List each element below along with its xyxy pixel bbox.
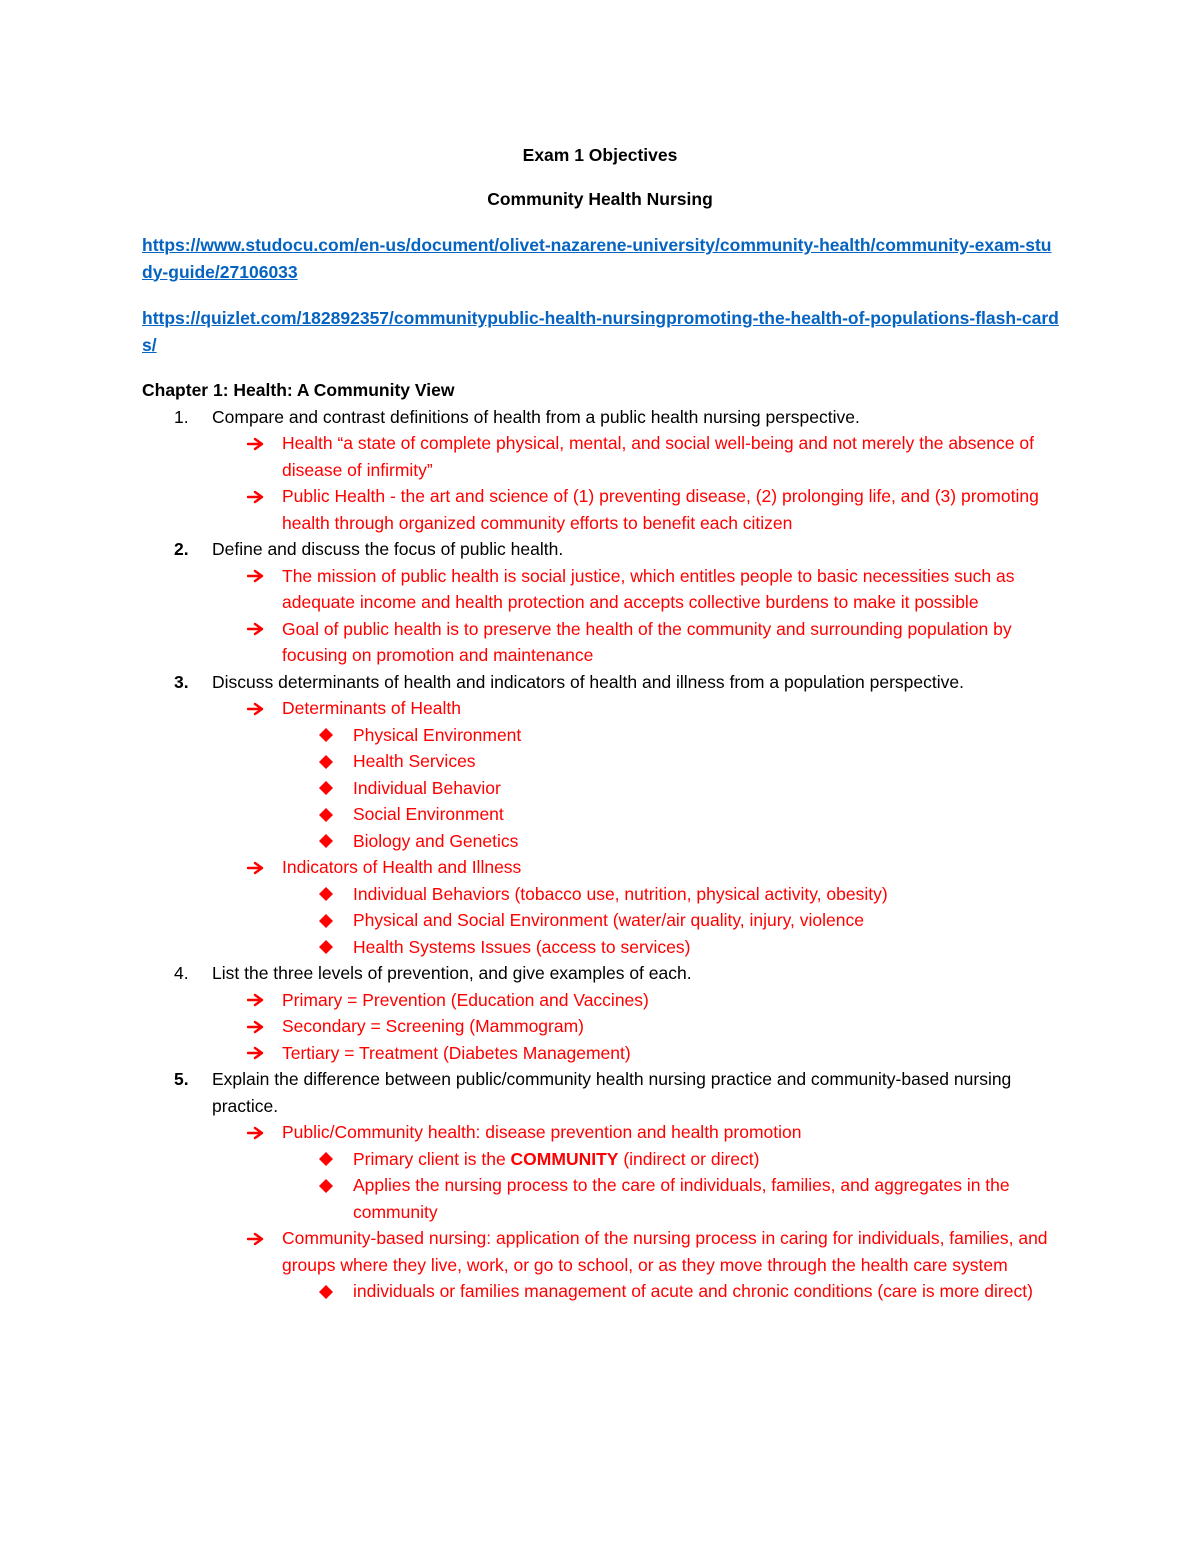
diamond-bullet-icon <box>318 934 334 961</box>
diamond-bullet-icon <box>318 748 334 775</box>
sub-answer-item <box>142 1278 1072 1305</box>
answer-text: Primary = Prevention (Education and Vaccines) <box>282 989 649 1010</box>
sub-answer-text: Health Systems Issues (access to services) <box>353 936 691 957</box>
objective-item <box>142 960 1072 987</box>
arrow-right-icon <box>247 987 265 1014</box>
answer-text: Indicators of Health and Illness <box>282 857 522 877</box>
diamond-bullet-icon <box>318 1172 334 1199</box>
sub-answer-text: Applies the nursing process to the care of individuals, families, and aggregates in the community <box>353 1175 1010 1222</box>
answer-text: Community-based nursing: application of the nursing process in caring for individuals, families, and groups where they live, work, or go to school, or as they move through the health care system <box>282 1228 1048 1275</box>
answer-item <box>142 1013 1072 1040</box>
arrow-right-icon <box>247 1225 265 1252</box>
arrow-right-icon <box>247 483 265 510</box>
objective-text: Define and discuss the focus of public health. <box>212 539 564 559</box>
answer-item <box>142 1225 1072 1278</box>
sub-answer-item <box>142 828 1072 855</box>
sub-answer-item <box>142 907 1072 934</box>
diamond-bullet-icon <box>318 801 334 828</box>
arrow-right-icon <box>247 430 265 457</box>
sub-answer-text: Individual Behaviors (tobacco use, nutrition, physical activity, obesity) <box>353 883 888 904</box>
diamond-bullet-icon <box>318 828 334 855</box>
chapter-heading: Chapter 1: Health: A Community View <box>142 380 455 400</box>
sub-answer-item <box>142 775 1072 802</box>
answer-text: Health “a state of complete physical, mental, and social well-being and not merely the absence of disease of infirmity” <box>282 433 1034 480</box>
objective-number: 1. <box>174 406 189 427</box>
sub-answer-text: individuals or families management of acute and chronic conditions (care is more direct) <box>353 1281 1033 1301</box>
objectives-content <box>142 377 1072 1305</box>
arrow-right-icon <box>247 695 265 722</box>
diamond-bullet-icon <box>318 1146 334 1173</box>
sub-answer-text: Individual Behavior <box>353 777 501 798</box>
sub-answer-item <box>142 881 1072 908</box>
document-subtitle: Community Health Nursing <box>487 189 713 209</box>
sub-answer-text: Physical and Social Environment (water/air quality, injury, violence <box>353 910 864 930</box>
diamond-bullet-icon <box>318 775 334 802</box>
sub-answer-text: Physical Environment <box>353 724 522 745</box>
objectives-list <box>142 404 1072 1305</box>
diamond-bullet-icon <box>318 722 334 749</box>
answer-item <box>142 563 1072 616</box>
objective-text: Compare and contrast definitions of health from a public health nursing perspective. <box>212 406 860 427</box>
answer-item <box>142 1119 1072 1146</box>
answer-item <box>142 695 1072 722</box>
diamond-bullet-icon <box>318 907 334 934</box>
answer-item <box>142 987 1072 1014</box>
objective-number: 2. <box>174 539 189 559</box>
sub-answer-text: (indirect or direct) <box>618 1148 760 1169</box>
arrow-right-icon <box>247 616 265 643</box>
diamond-bullet-icon <box>318 1278 334 1305</box>
answer-item <box>142 483 1072 536</box>
arrow-right-icon <box>247 1013 265 1040</box>
answer-text: Goal of public health is to preserve the health of the community and surrounding population by focusing on promotion and maintenance <box>282 618 1012 665</box>
answer-item <box>142 616 1072 669</box>
arrow-right-icon <box>247 1119 265 1146</box>
studocu-link[interactable]: https://www.studocu.com/en-us/document/olivet-nazarene-university/community-health/community-exam-study-guide/27106033 <box>142 235 1052 282</box>
diamond-bullet-icon <box>318 881 334 908</box>
answer-item <box>142 854 1072 881</box>
objective-number: 3. <box>174 671 189 692</box>
arrow-right-icon <box>247 563 265 590</box>
answer-item <box>142 430 1072 483</box>
answer-text: The mission of public health is social justice, which entitles people to basic necessities such as adequate income and health protection and accepts collective burdens to make it possible <box>282 565 1015 612</box>
answer-text: Tertiary = Treatment (Diabetes Management) <box>282 1042 631 1063</box>
objective-text: Explain the difference between public/community health nursing practice and community-based nursing practice. <box>212 1069 1012 1116</box>
arrow-right-icon <box>247 854 265 881</box>
sub-answer-item <box>142 801 1072 828</box>
sub-answer-item <box>142 722 1072 749</box>
objective-item <box>142 1066 1072 1119</box>
answer-text: Secondary = Screening (Mammogram) <box>282 1016 584 1036</box>
answer-item <box>142 1040 1072 1067</box>
objective-item <box>142 669 1072 696</box>
document-title: Exam 1 Objectives <box>522 145 678 165</box>
objective-text: List the three levels of prevention, and give examples of each. <box>212 963 692 983</box>
objective-item <box>142 404 1072 431</box>
sub-answer-item <box>142 1172 1072 1225</box>
answer-text: Public/Community health: disease prevention and health promotion <box>282 1122 802 1142</box>
sub-answer-text: Social Environment <box>353 804 504 824</box>
arrow-right-icon <box>247 1040 265 1067</box>
sub-answer-text: Primary client is the <box>353 1148 511 1169</box>
answer-text: Public Health - the art and science of (1) preventing disease, (2) prolonging life, and (3) promoting health through organized community efforts to benefit each citizen <box>282 486 1039 533</box>
objective-text: Discuss determinants of health and indicators of health and illness from a population perspective. <box>212 671 964 692</box>
sub-answer-text: Health Services <box>353 751 476 771</box>
sub-answer-text: Biology and Genetics <box>353 830 519 851</box>
sub-answer-emphasis: COMMUNITY <box>510 1148 619 1169</box>
sub-answer-item <box>142 1146 1072 1173</box>
sub-answer-item <box>142 934 1072 961</box>
sub-answer-item <box>142 748 1072 775</box>
objective-item <box>142 536 1072 563</box>
answer-text: Determinants of Health <box>282 698 461 718</box>
objective-number: 5. <box>174 1069 189 1089</box>
objective-number: 4. <box>174 963 189 983</box>
quizlet-link[interactable]: https://quizlet.com/182892357/communitypublic-health-nursingpromoting-the-health-of-populations-flash-cards/ <box>142 308 1059 355</box>
